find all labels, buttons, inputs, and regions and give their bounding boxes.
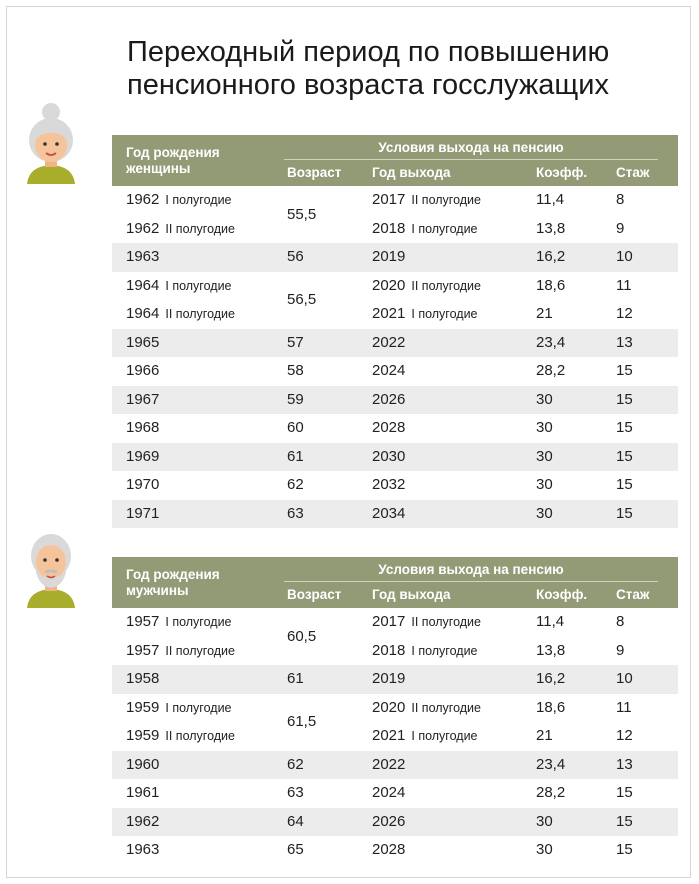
age-cell: 57	[287, 333, 304, 351]
exit-year-cell	[372, 813, 405, 830]
birth-year: 1962	[126, 812, 160, 830]
men-table-body	[112, 608, 678, 865]
birth-year: 1969	[126, 447, 160, 465]
birth-half-year: I полугодие	[165, 193, 232, 207]
table-row	[112, 665, 678, 694]
age-cell: 65	[287, 841, 304, 859]
birth-half-year: I полугодие	[165, 278, 232, 293]
age-header: Возраст	[287, 587, 342, 602]
coef-cell: 30	[536, 841, 553, 858]
exit-half-year: II полугодие	[411, 700, 481, 715]
experience-cell: 15	[616, 504, 633, 522]
birth-year: 1968	[126, 419, 160, 436]
birth-year: 1959	[126, 727, 160, 744]
woman-avatar-icon	[24, 100, 78, 188]
age-cell: 61	[287, 447, 304, 465]
coef-cell: 18,6	[536, 698, 566, 716]
birth-year: 1963	[126, 248, 160, 265]
exit-year-cell	[372, 841, 405, 858]
exit-half-year: II полугодие	[411, 615, 481, 629]
birth-year-cell	[126, 220, 235, 237]
exit-year-cell	[372, 419, 405, 436]
birth-year-cell	[126, 505, 159, 522]
exit-half-year: II полугодие	[411, 278, 481, 293]
experience-cell: 15	[616, 447, 633, 465]
exit-year: 2024	[372, 362, 406, 379]
table-row	[112, 329, 678, 358]
age-cell: 60,5	[287, 627, 317, 645]
table-row	[112, 751, 678, 780]
table-row	[112, 694, 678, 723]
birth-year: 1963	[126, 841, 160, 858]
exit-year-header: Год выхода	[372, 587, 451, 602]
birth-half-year: II полугодие	[165, 221, 235, 236]
birth-year: 1962	[126, 219, 160, 237]
experience-cell: 11	[616, 698, 632, 716]
birth-year: 1960	[126, 755, 160, 773]
birth-year-cell	[126, 277, 232, 294]
table-row	[112, 386, 678, 415]
table-row	[112, 443, 678, 472]
experience-cell: 13	[616, 333, 633, 351]
experience-cell: 15	[616, 390, 633, 408]
birth-year: 1964	[126, 305, 160, 322]
coef-cell: 30	[536, 390, 553, 408]
experience-cell: 13	[616, 755, 633, 773]
birth-year: 1971	[126, 504, 160, 522]
birth-year: 1965	[126, 333, 160, 351]
coef-cell: 11,4	[536, 613, 565, 630]
title-line-1: Переходный период по повышению	[127, 36, 610, 68]
experience-cell: 15	[616, 784, 633, 801]
experience-cell: 15	[616, 419, 633, 436]
table-row	[112, 243, 678, 272]
coef-cell: 16,2	[536, 248, 566, 265]
birth-year: 1967	[126, 390, 160, 408]
birth-year-cell	[126, 391, 159, 408]
age-cell: 61	[287, 670, 304, 688]
birth-year-cell	[126, 613, 232, 630]
birth-header-line-1: Год рождения	[126, 567, 220, 582]
exit-year: 2018	[372, 219, 406, 237]
experience-cell: 12	[616, 305, 633, 322]
exit-year: 2028	[372, 419, 406, 436]
exit-year-cell	[372, 727, 478, 744]
exit-year-cell	[372, 305, 478, 322]
exit-year-cell	[372, 756, 405, 773]
man-avatar-icon	[24, 524, 78, 610]
conditions-header: Условия выхода на пенсию	[284, 562, 658, 582]
coef-cell: 23,4	[536, 755, 566, 773]
age-cell: 62	[287, 476, 304, 494]
exit-year: 2021	[372, 305, 406, 322]
birth-year-cell	[126, 670, 159, 687]
coef-cell: 13,8	[536, 219, 566, 237]
birth-year-cell	[126, 362, 159, 379]
page-title	[127, 36, 609, 102]
exit-year-cell	[372, 362, 405, 379]
exit-year: 2026	[372, 390, 406, 408]
table-row	[112, 300, 678, 329]
birth-year: 1957	[126, 613, 160, 630]
birth-year-cell	[126, 476, 159, 493]
exit-year-cell	[372, 784, 405, 801]
coef-cell: 30	[536, 476, 553, 493]
coef-cell: 23,4	[536, 333, 566, 351]
birth-header-line-2: женщины	[126, 161, 191, 176]
experience-cell: 8	[616, 191, 625, 208]
coef-cell: 30	[536, 504, 553, 522]
title-line-2: пенсионного возраста госслужащих	[127, 69, 609, 101]
birth-year: 1957	[126, 641, 160, 659]
table-row	[112, 186, 678, 215]
birth-year: 1970	[126, 476, 160, 493]
experience-header: Стаж	[616, 587, 650, 602]
birth-year-cell	[126, 784, 159, 801]
birth-year: 1962	[126, 191, 160, 208]
birth-year: 1966	[126, 362, 160, 379]
birth-year-cell	[126, 191, 232, 208]
birth-year: 1958	[126, 670, 160, 687]
exit-year-cell	[372, 448, 405, 465]
birth-year-cell	[126, 334, 159, 351]
coef-header: Коэфф.	[536, 165, 588, 180]
exit-year-cell	[372, 476, 405, 493]
birth-year-header	[126, 145, 220, 177]
table-row	[112, 722, 678, 751]
exit-year: 2020	[372, 698, 406, 716]
experience-header: Стаж	[616, 165, 650, 180]
exit-half-year: I полугодие	[411, 221, 478, 236]
exit-year: 2017	[372, 191, 406, 208]
coef-cell: 21	[536, 305, 553, 322]
coef-cell: 30	[536, 419, 553, 436]
birth-half-year: II полугодие	[165, 307, 235, 321]
exit-year-cell	[372, 699, 481, 716]
table-row	[112, 637, 678, 666]
coef-cell: 13,8	[536, 641, 566, 659]
coef-cell: 11,4	[536, 191, 565, 208]
experience-cell: 9	[616, 219, 625, 237]
experience-cell: 11	[616, 276, 632, 294]
birth-year-cell	[126, 756, 159, 773]
age-cell: 60	[287, 419, 304, 437]
exit-year: 2028	[372, 841, 406, 858]
exit-year: 2026	[372, 812, 406, 830]
exit-year-cell	[372, 334, 405, 351]
birth-year-cell	[126, 841, 159, 858]
experience-cell: 9	[616, 641, 625, 659]
age-cell: 62	[287, 755, 304, 773]
coef-cell: 21	[536, 727, 553, 744]
experience-cell: 10	[616, 670, 633, 687]
exit-year: 2030	[372, 447, 406, 465]
exit-half-year: I полугодие	[411, 307, 478, 321]
birth-year-cell	[126, 448, 159, 465]
birth-year-cell	[126, 813, 159, 830]
birth-year: 1961	[126, 784, 160, 801]
table-row	[112, 471, 678, 500]
coef-cell: 30	[536, 812, 553, 830]
exit-year: 2032	[372, 476, 406, 493]
table-row	[112, 215, 678, 244]
experience-cell: 15	[616, 812, 633, 830]
exit-year-cell	[372, 220, 478, 237]
exit-year-cell	[372, 613, 481, 630]
birth-year-cell	[126, 248, 159, 265]
exit-year: 2022	[372, 333, 406, 351]
exit-year-header: Год выхода	[372, 165, 451, 180]
age-cell: 63	[287, 504, 304, 522]
women-table	[112, 135, 678, 528]
birth-year-cell	[126, 419, 159, 436]
age-cell: 58	[287, 362, 304, 380]
exit-year-cell	[372, 191, 481, 208]
exit-year: 2019	[372, 670, 406, 687]
table-row	[112, 779, 678, 808]
birth-year-cell	[126, 699, 232, 716]
exit-half-year: I полугодие	[411, 643, 478, 658]
exit-half-year: II полугодие	[411, 193, 481, 207]
exit-year-cell	[372, 248, 405, 265]
exit-year-cell	[372, 505, 405, 522]
exit-year: 2018	[372, 641, 406, 659]
table-row	[112, 272, 678, 301]
coef-cell: 18,6	[536, 276, 566, 294]
birth-half-year: II полугодие	[165, 729, 235, 743]
exit-year-cell	[372, 642, 478, 659]
exit-year-cell	[372, 277, 481, 294]
coef-header: Коэфф.	[536, 587, 588, 602]
exit-year: 2024	[372, 784, 406, 801]
experience-cell: 12	[616, 727, 633, 744]
exit-year: 2022	[372, 755, 406, 773]
birth-half-year: II полугодие	[165, 643, 235, 658]
table-row	[112, 608, 678, 637]
experience-cell: 10	[616, 248, 633, 265]
experience-cell: 15	[616, 476, 633, 493]
birth-half-year: I полугодие	[165, 700, 232, 715]
birth-half-year: I полугодие	[165, 615, 232, 629]
table-row	[112, 500, 678, 529]
exit-year: 2019	[372, 248, 406, 265]
table-row	[112, 808, 678, 837]
conditions-header: Условия выхода на пенсию	[284, 140, 658, 160]
age-cell: 59	[287, 390, 304, 408]
birth-year-cell	[126, 305, 235, 322]
experience-cell: 8	[616, 613, 625, 630]
age-cell: 56	[287, 248, 304, 266]
age-cell: 63	[287, 784, 304, 802]
birth-year-cell	[126, 642, 235, 659]
men-table-header	[112, 557, 678, 608]
birth-year-header	[126, 567, 220, 599]
birth-year: 1964	[126, 276, 160, 294]
exit-half-year: I полугодие	[411, 729, 478, 743]
women-table-body	[112, 186, 678, 528]
age-header: Возраст	[287, 165, 342, 180]
exit-year-cell	[372, 391, 405, 408]
birth-year: 1959	[126, 698, 160, 716]
age-cell: 64	[287, 812, 304, 830]
coef-cell: 28,2	[536, 362, 566, 379]
table-row	[112, 357, 678, 386]
age-cell: 56,5	[287, 291, 317, 308]
birth-header-line-2: мужчины	[126, 583, 189, 598]
birth-year-cell	[126, 727, 235, 744]
coef-cell: 28,2	[536, 784, 566, 801]
exit-year-cell	[372, 670, 405, 687]
table-row	[112, 414, 678, 443]
exit-year: 2021	[372, 727, 406, 744]
age-cell: 55,5	[287, 205, 317, 223]
exit-year: 2017	[372, 613, 406, 630]
men-table	[112, 557, 678, 865]
experience-cell: 15	[616, 841, 633, 858]
experience-cell: 15	[616, 362, 633, 379]
coef-cell: 16,2	[536, 670, 566, 687]
birth-header-line-1: Год рождения	[126, 145, 220, 160]
table-row	[112, 836, 678, 865]
exit-year: 2020	[372, 276, 406, 294]
women-table-header	[112, 135, 678, 186]
exit-year: 2034	[372, 504, 406, 522]
age-cell: 61,5	[287, 713, 317, 730]
coef-cell: 30	[536, 447, 553, 465]
